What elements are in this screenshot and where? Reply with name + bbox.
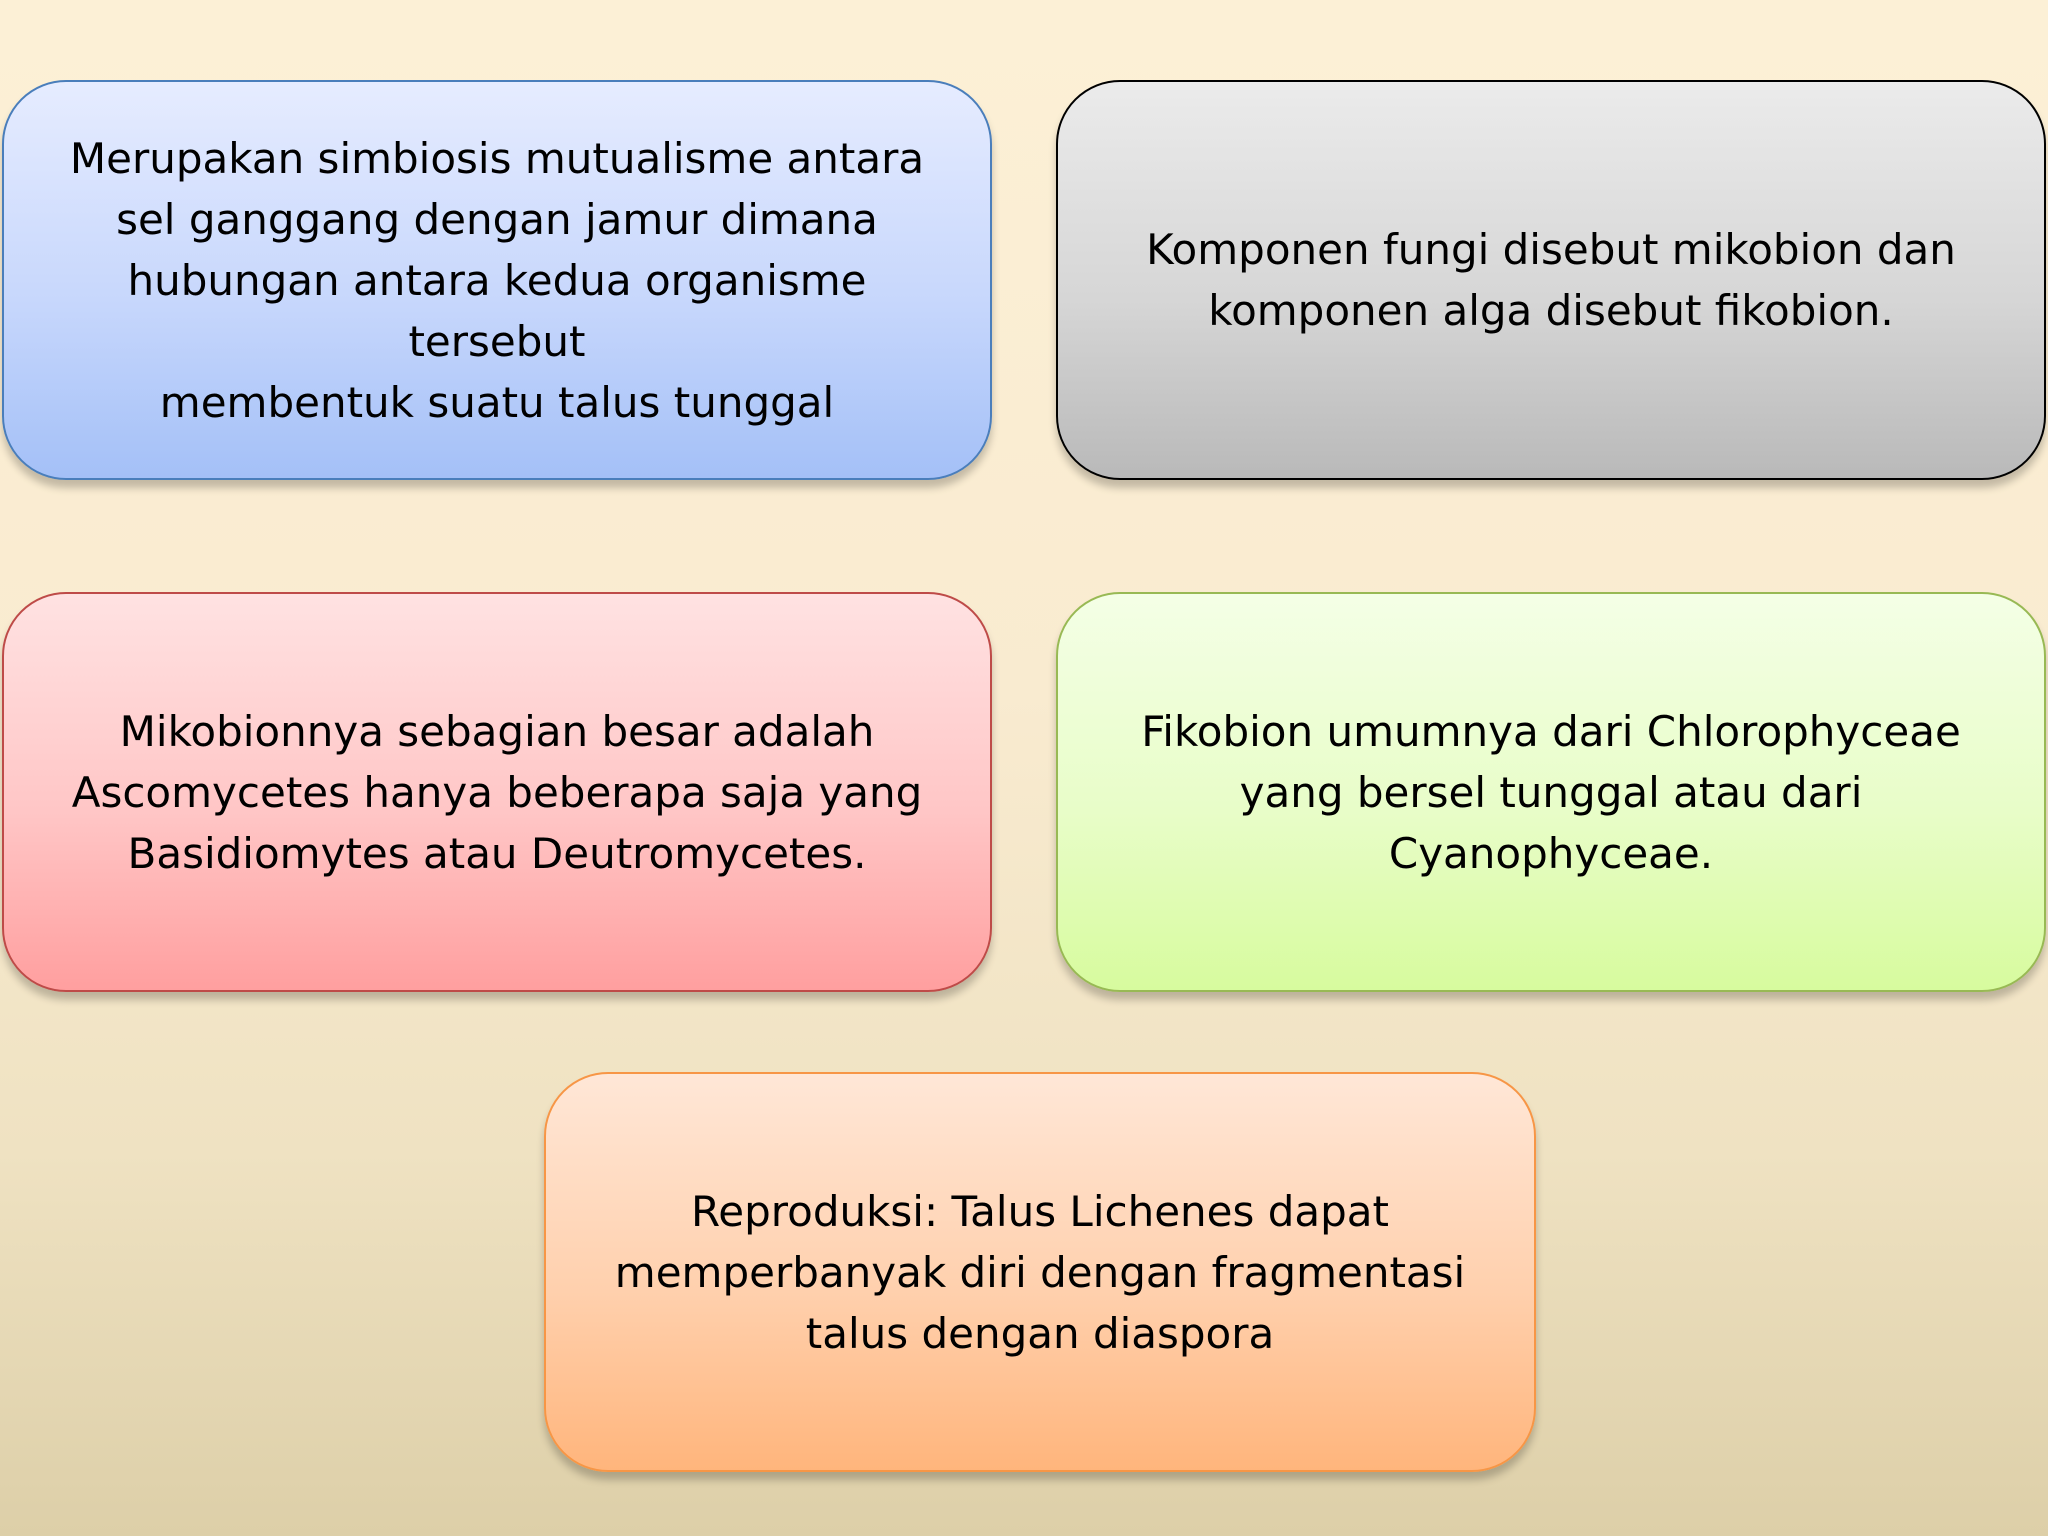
reproduction-text: Reproduksi: Talus Lichenes dapat memperbanyak diri dengan fragmentasi talus dengan diaspora (614, 1186, 1466, 1358)
components-box (1056, 80, 2046, 480)
phycobiont-text: Fikobion umumnya dari Chlorophyceae yang bersel tunggal atau dari Cyanophyceae. (1141, 706, 1961, 878)
definition-text: Merupakan simbiosis mutualisme antara sel ganggang dengan jamur dimana hubungan antara kedua organisme tersebut membentuk suatu talus tunggal (69, 133, 925, 427)
definition-box (2, 80, 992, 480)
mycobiont-text: Mikobionnya sebagian besar adalah Ascomycetes hanya beberapa saja yang Basidiomytes atau Deutromycetes. (71, 706, 923, 878)
phycobiont-box (1056, 592, 2046, 992)
mycobiont-box (2, 592, 992, 992)
components-text: Komponen fungi disebut mikobion dan komponen alga disebut fikobion. (1146, 225, 1956, 335)
reproduction-box (544, 1072, 1536, 1472)
